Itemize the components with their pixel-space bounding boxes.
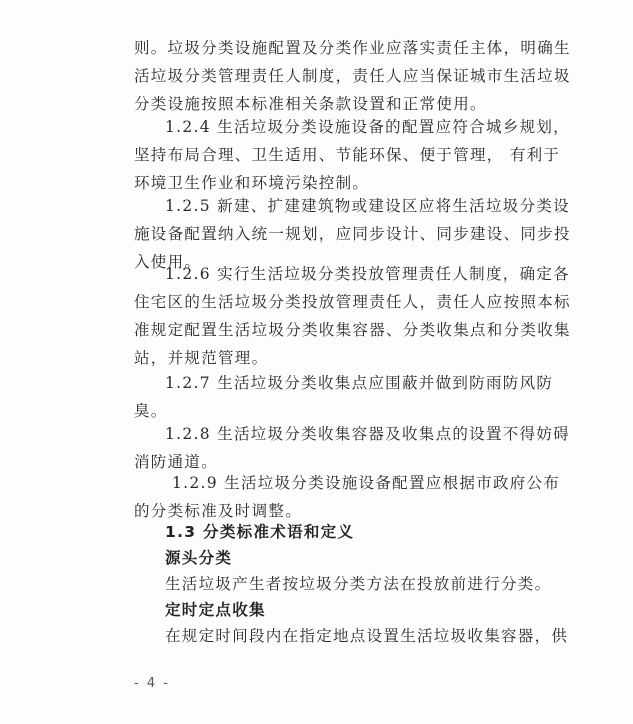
- clause-1-2-4: [134, 113, 570, 197]
- text-line: 1.2.6 实行生活垃圾分类投放管理责任人制度，确定各: [165, 265, 570, 283]
- text-line: 在规定时间段内在指定地点设置生活垃圾收集容器，供: [165, 627, 569, 645]
- text-line: 1.2.8 生活垃圾分类收集容器及收集点的设置不得妨碍: [165, 425, 570, 443]
- paragraph-1: [134, 34, 571, 118]
- term-definition: [165, 570, 551, 598]
- text-line: 1.2.7 生活垃圾分类收集点应围蔽并做到防雨防风防: [165, 374, 554, 392]
- text-line: 的分类标准及时调整。: [134, 502, 303, 520]
- text-line: 1.2.5 新建、扩建建筑物或建设区应将生活垃圾分类设: [165, 197, 570, 215]
- text-line: 准规定配置生活垃圾分类收集容器、分类收集点和分类收集: [134, 321, 571, 339]
- term-title: 定时定点收集: [165, 601, 266, 619]
- clause-1-2-6: [134, 260, 571, 372]
- text-line: 生活垃圾产生者按垃圾分类方法在投放前进行分类。: [165, 575, 552, 593]
- text-line: 站，并规范管理。: [134, 349, 269, 367]
- text-line: 环境卫生作业和环境污染控制。: [134, 174, 370, 192]
- text-line: 分类设施按照本标准相关条款设置和正常使用。: [134, 95, 487, 113]
- page-number: - 4 -: [134, 676, 170, 691]
- text-line: 活垃圾分类管理责任人制度，责任人应当保证城市生活垃圾: [134, 67, 571, 85]
- term-title: 源头分类: [165, 549, 233, 567]
- text-line: 消防通道。: [134, 453, 219, 471]
- section-heading: 1.3 分类标准术语和定义: [165, 523, 355, 541]
- text-line: 施设备配置纳入统一规划，应同步设计、同步建设、同步投: [134, 225, 571, 243]
- clause-1-2-9: [134, 469, 560, 525]
- clause-1-2-8: [134, 420, 570, 476]
- term-definition: [165, 622, 568, 650]
- text-line: 入使用。: [134, 253, 202, 271]
- text-line: 则。垃圾分类设施配置及分类作业应落实责任主体，明确生: [134, 39, 571, 57]
- clause-1-2-7: [134, 369, 553, 425]
- text-line: 坚持布局合理、卫生适用、节能环保、便于管理， 有利于: [134, 146, 561, 164]
- text-line: 臭。: [134, 402, 168, 420]
- text-line: 住宅区的生活垃圾分类投放管理责任人，责任人应按照本标: [134, 293, 571, 311]
- text-line: 1.2.9 生活垃圾分类设施设备配置应根据市政府公布: [172, 474, 561, 492]
- text-line: 1.2.4 生活垃圾分类设施设备的配置应符合城乡规划，: [165, 118, 570, 136]
